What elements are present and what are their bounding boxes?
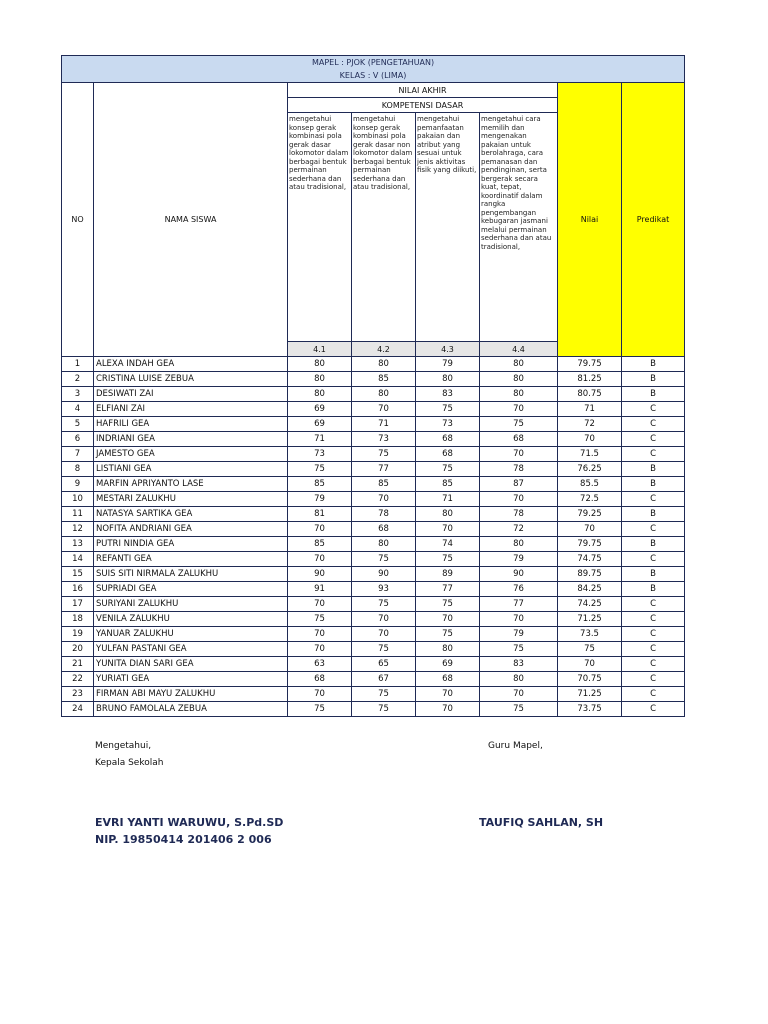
guru-mapel-label: Guru Mapel, — [488, 741, 543, 751]
table-row — [62, 357, 685, 372]
sheet-header — [62, 56, 685, 83]
cell-predikat: B — [622, 582, 685, 597]
cell-name: LISTIANI GEA — [94, 462, 288, 477]
cell-name: MARFIN APRIYANTO LASE — [94, 477, 288, 492]
table-row — [62, 702, 685, 717]
cell-kd-4-4: 80 — [480, 387, 558, 402]
kd-desc-4: mengetahui cara memilih dan mengenakan pakaian untuk berolahraga, cara pemanasan dan pendinginan, serta bergerak secara kuat, tepat, koordinatif dalam rangka pengembangan kebugaran jasmani melalui permainan sederhana dan atau tradisional, — [480, 113, 558, 342]
cell-kd-4-1: 75 — [288, 702, 352, 717]
cell-nilai: 73.75 — [558, 702, 622, 717]
cell-no: 17 — [62, 597, 94, 612]
cell-no: 10 — [62, 492, 94, 507]
cell-kd-4-1: 90 — [288, 567, 352, 582]
kd-desc-3: mengetahui pemanfaatan pakaian dan atribut yang sesuai untuk jenis aktivitas fisik yang diikuti, — [416, 113, 480, 342]
cell-kd-4-3: 74 — [416, 537, 480, 552]
table-row — [62, 387, 685, 402]
cell-kd-4-2: 80 — [352, 387, 416, 402]
cell-nilai: 79.25 — [558, 507, 622, 522]
cell-kd-4-2: 75 — [352, 552, 416, 567]
kepala-sekolah-nip: NIP. 19850414 201406 2 006 — [95, 833, 272, 846]
mengetahui-label: Mengetahui, — [95, 741, 152, 751]
cell-kd-4-3: 68 — [416, 672, 480, 687]
cell-name: VENILA ZALUKHU — [94, 612, 288, 627]
cell-kd-4-2: 93 — [352, 582, 416, 597]
table-row — [62, 567, 685, 582]
cell-kd-4-1: 80 — [288, 387, 352, 402]
cell-predikat: C — [622, 522, 685, 537]
table-row — [62, 627, 685, 642]
cell-nilai: 79.75 — [558, 537, 622, 552]
cell-predikat: C — [622, 672, 685, 687]
cell-kd-4-3: 68 — [416, 432, 480, 447]
cell-kd-4-3: 75 — [416, 552, 480, 567]
cell-nilai: 72.5 — [558, 492, 622, 507]
cell-kd-4-3: 69 — [416, 657, 480, 672]
kd-code-4: 4.4 — [480, 342, 558, 357]
table-row — [62, 597, 685, 612]
cell-kd-4-4: 83 — [480, 657, 558, 672]
cell-kd-4-2: 77 — [352, 462, 416, 477]
cell-name: YURIATI GEA — [94, 672, 288, 687]
cell-no: 14 — [62, 552, 94, 567]
cell-no: 9 — [62, 477, 94, 492]
table-row — [62, 462, 685, 477]
cell-kd-4-2: 75 — [352, 702, 416, 717]
cell-predikat: C — [622, 597, 685, 612]
cell-name: HAFRILI GEA — [94, 417, 288, 432]
cell-no: 2 — [62, 372, 94, 387]
cell-name: SUIS SITI NIRMALA ZALUKHU — [94, 567, 288, 582]
cell-kd-4-2: 80 — [352, 357, 416, 372]
cell-kd-4-1: 80 — [288, 357, 352, 372]
table-row — [62, 477, 685, 492]
cell-nilai: 74.75 — [558, 552, 622, 567]
cell-kd-4-4: 70 — [480, 447, 558, 462]
cell-kd-4-1: 63 — [288, 657, 352, 672]
cell-name: YULFAN PASTANI GEA — [94, 642, 288, 657]
cell-kd-4-2: 70 — [352, 402, 416, 417]
cell-predikat: B — [622, 462, 685, 477]
cell-predikat: C — [622, 687, 685, 702]
cell-kd-4-1: 70 — [288, 642, 352, 657]
cell-kd-4-3: 75 — [416, 462, 480, 477]
cell-predikat: B — [622, 567, 685, 582]
cell-no: 4 — [62, 402, 94, 417]
cell-kd-4-2: 75 — [352, 642, 416, 657]
cell-kd-4-2: 75 — [352, 687, 416, 702]
table-row — [62, 372, 685, 387]
kd-desc-1: mengetahui konsep gerak kombinasi pola gerak dasar lokomotor dalam berbagai bentuk permainan sederhana dan atau tradisional, — [288, 113, 352, 342]
cell-name: INDRIANI GEA — [94, 432, 288, 447]
cell-kd-4-2: 65 — [352, 657, 416, 672]
table-row — [62, 552, 685, 567]
cell-no: 20 — [62, 642, 94, 657]
cell-kd-4-3: 75 — [416, 597, 480, 612]
table-row — [62, 672, 685, 687]
cell-predikat: B — [622, 387, 685, 402]
cell-kd-4-1: 70 — [288, 552, 352, 567]
col-nama-header: NAMA SISWA — [94, 83, 288, 357]
cell-predikat: C — [622, 657, 685, 672]
cell-kd-4-2: 85 — [352, 372, 416, 387]
cell-nilai: 75 — [558, 642, 622, 657]
table-row — [62, 522, 685, 537]
cell-kd-4-3: 70 — [416, 612, 480, 627]
cell-nilai: 71.25 — [558, 687, 622, 702]
cell-nilai: 71 — [558, 402, 622, 417]
cell-kd-4-1: 75 — [288, 612, 352, 627]
cell-kd-4-4: 80 — [480, 537, 558, 552]
cell-predikat: C — [622, 702, 685, 717]
kd-desc-2: mengetahui konsep gerak kombinasi pola gerak dasar non lokomotor dalam berbagai bentuk permainan sederhana dan atau tradisional, — [352, 113, 416, 342]
cell-kd-4-1: 70 — [288, 522, 352, 537]
kepala-sekolah-label: Kepala Sekolah — [95, 758, 164, 768]
cell-kd-4-1: 79 — [288, 492, 352, 507]
col-predikat-header: Predikat — [622, 83, 685, 357]
cell-name: MESTARI ZALUKHU — [94, 492, 288, 507]
cell-kd-4-4: 80 — [480, 372, 558, 387]
cell-kd-4-3: 85 — [416, 477, 480, 492]
cell-kd-4-1: 91 — [288, 582, 352, 597]
table-row — [62, 402, 685, 417]
grade-sheet — [61, 55, 684, 717]
cell-name: YUNITA DIAN SARI GEA — [94, 657, 288, 672]
cell-predikat: B — [622, 507, 685, 522]
cell-nilai: 71.5 — [558, 447, 622, 462]
cell-nilai: 79.75 — [558, 357, 622, 372]
cell-kd-4-3: 80 — [416, 507, 480, 522]
cell-nilai: 80.75 — [558, 387, 622, 402]
cell-name: PUTRI NINDIA GEA — [94, 537, 288, 552]
cell-kd-4-4: 90 — [480, 567, 558, 582]
cell-kd-4-4: 78 — [480, 507, 558, 522]
table-row — [62, 507, 685, 522]
cell-kd-4-2: 70 — [352, 612, 416, 627]
cell-kd-4-4: 75 — [480, 702, 558, 717]
table-row — [62, 492, 685, 507]
cell-no: 23 — [62, 687, 94, 702]
cell-kd-4-4: 75 — [480, 642, 558, 657]
cell-kd-4-3: 73 — [416, 417, 480, 432]
cell-kd-4-2: 78 — [352, 507, 416, 522]
cell-predikat: B — [622, 477, 685, 492]
cell-predikat: C — [622, 402, 685, 417]
table-row — [62, 537, 685, 552]
cell-predikat: B — [622, 537, 685, 552]
cell-nilai: 85.5 — [558, 477, 622, 492]
cell-no: 22 — [62, 672, 94, 687]
cell-kd-4-2: 85 — [352, 477, 416, 492]
cell-kd-4-3: 80 — [416, 372, 480, 387]
cell-kd-4-2: 68 — [352, 522, 416, 537]
cell-name: SUPRIADI GEA — [94, 582, 288, 597]
cell-no: 11 — [62, 507, 94, 522]
cell-predikat: C — [622, 492, 685, 507]
cell-no: 7 — [62, 447, 94, 462]
cell-kd-4-4: 79 — [480, 552, 558, 567]
kompetensi-header: KOMPETENSI DASAR — [288, 98, 558, 113]
cell-kd-4-1: 70 — [288, 597, 352, 612]
cell-name: FIRMAN ABI MAYU ZALUKHU — [94, 687, 288, 702]
cell-nilai: 70 — [558, 657, 622, 672]
cell-name: YANUAR ZALUKHU — [94, 627, 288, 642]
cell-no: 8 — [62, 462, 94, 477]
table-row — [62, 642, 685, 657]
guru-mapel-name: TAUFIQ SAHLAN, SH — [479, 816, 604, 829]
cell-predikat: B — [622, 372, 685, 387]
cell-no: 12 — [62, 522, 94, 537]
kepala-sekolah-name: EVRI YANTI WARUWU, S.Pd.SD — [95, 816, 284, 829]
cell-no: 6 — [62, 432, 94, 447]
cell-kd-4-2: 71 — [352, 417, 416, 432]
cell-name: CRISTINA LUISE ZEBUA — [94, 372, 288, 387]
cell-kd-4-3: 70 — [416, 522, 480, 537]
cell-kd-4-1: 68 — [288, 672, 352, 687]
cell-name: SURIYANI ZALUKHU — [94, 597, 288, 612]
cell-predikat: C — [622, 642, 685, 657]
cell-kd-4-1: 69 — [288, 402, 352, 417]
cell-kd-4-1: 81 — [288, 507, 352, 522]
cell-nilai: 70.75 — [558, 672, 622, 687]
cell-kd-4-1: 75 — [288, 462, 352, 477]
cell-kd-4-3: 70 — [416, 687, 480, 702]
cell-no: 5 — [62, 417, 94, 432]
cell-kd-4-4: 68 — [480, 432, 558, 447]
table-row — [62, 687, 685, 702]
cell-kd-4-3: 75 — [416, 402, 480, 417]
cell-nilai: 89.75 — [558, 567, 622, 582]
cell-kd-4-2: 75 — [352, 597, 416, 612]
cell-nilai: 81.25 — [558, 372, 622, 387]
cell-name: NATASYA SARTIKA GEA — [94, 507, 288, 522]
cell-kd-4-1: 85 — [288, 477, 352, 492]
cell-nilai: 70 — [558, 432, 622, 447]
cell-kd-4-4: 70 — [480, 492, 558, 507]
cell-name: BRUNO FAMOLALA ZEBUA — [94, 702, 288, 717]
cell-no: 1 — [62, 357, 94, 372]
cell-kd-4-2: 70 — [352, 627, 416, 642]
cell-kd-4-3: 75 — [416, 627, 480, 642]
cell-kd-4-1: 85 — [288, 537, 352, 552]
cell-nilai: 70 — [558, 522, 622, 537]
nilai-akhir-header: NILAI AKHIR — [288, 83, 558, 98]
cell-predikat: C — [622, 627, 685, 642]
cell-kd-4-4: 72 — [480, 522, 558, 537]
cell-nilai: 72 — [558, 417, 622, 432]
cell-kd-4-4: 76 — [480, 582, 558, 597]
cell-no: 3 — [62, 387, 94, 402]
cell-kd-4-4: 70 — [480, 612, 558, 627]
cell-nilai: 71.25 — [558, 612, 622, 627]
cell-predikat: B — [622, 357, 685, 372]
cell-name: ELFIANI ZAI — [94, 402, 288, 417]
cell-no: 13 — [62, 537, 94, 552]
cell-kd-4-1: 70 — [288, 627, 352, 642]
cell-predikat: C — [622, 612, 685, 627]
cell-kd-4-3: 71 — [416, 492, 480, 507]
cell-kd-4-4: 70 — [480, 687, 558, 702]
cell-kd-4-4: 80 — [480, 672, 558, 687]
kd-code-3: 4.3 — [416, 342, 480, 357]
cell-kd-4-4: 78 — [480, 462, 558, 477]
mapel-label: MAPEL : PJOK (PENGETAHUAN) — [311, 58, 435, 67]
cell-kd-4-3: 77 — [416, 582, 480, 597]
cell-kd-4-3: 70 — [416, 702, 480, 717]
cell-kd-4-4: 80 — [480, 357, 558, 372]
cell-kd-4-2: 90 — [352, 567, 416, 582]
cell-kd-4-2: 70 — [352, 492, 416, 507]
cell-kd-4-4: 77 — [480, 597, 558, 612]
cell-kd-4-4: 75 — [480, 417, 558, 432]
cell-kd-4-4: 70 — [480, 402, 558, 417]
cell-kd-4-1: 70 — [288, 687, 352, 702]
cell-kd-4-3: 68 — [416, 447, 480, 462]
cell-no: 16 — [62, 582, 94, 597]
cell-predikat: C — [622, 432, 685, 447]
cell-kd-4-1: 73 — [288, 447, 352, 462]
kelas-label: KELAS : V (LIMA) — [339, 71, 407, 80]
grade-table — [61, 55, 685, 717]
table-row — [62, 432, 685, 447]
table-row — [62, 417, 685, 432]
cell-no: 18 — [62, 612, 94, 627]
cell-no: 15 — [62, 567, 94, 582]
cell-kd-4-4: 87 — [480, 477, 558, 492]
cell-name: DESIWATI ZAI — [94, 387, 288, 402]
cell-name: ALEXA INDAH GEA — [94, 357, 288, 372]
cell-kd-4-1: 69 — [288, 417, 352, 432]
cell-kd-4-3: 89 — [416, 567, 480, 582]
kd-code-1: 4.1 — [288, 342, 352, 357]
cell-kd-4-4: 79 — [480, 627, 558, 642]
cell-nilai: 84.25 — [558, 582, 622, 597]
cell-no: 24 — [62, 702, 94, 717]
cell-kd-4-3: 79 — [416, 357, 480, 372]
cell-kd-4-1: 80 — [288, 372, 352, 387]
cell-kd-4-2: 75 — [352, 447, 416, 462]
cell-kd-4-3: 83 — [416, 387, 480, 402]
cell-nilai: 73.5 — [558, 627, 622, 642]
table-row — [62, 657, 685, 672]
cell-name: JAMESTO GEA — [94, 447, 288, 462]
cell-predikat: C — [622, 552, 685, 567]
cell-kd-4-1: 71 — [288, 432, 352, 447]
cell-nilai: 74.25 — [558, 597, 622, 612]
cell-kd-4-2: 73 — [352, 432, 416, 447]
cell-no: 19 — [62, 627, 94, 642]
cell-name: NOFITA ANDRIANI GEA — [94, 522, 288, 537]
cell-kd-4-2: 80 — [352, 537, 416, 552]
table-row — [62, 612, 685, 627]
cell-predikat: C — [622, 447, 685, 462]
cell-kd-4-2: 67 — [352, 672, 416, 687]
cell-nilai: 76.25 — [558, 462, 622, 477]
table-row — [62, 447, 685, 462]
kd-code-2: 4.2 — [352, 342, 416, 357]
cell-no: 21 — [62, 657, 94, 672]
col-nilai-header: Nilai — [558, 83, 622, 357]
cell-kd-4-3: 80 — [416, 642, 480, 657]
cell-predikat: C — [622, 417, 685, 432]
cell-name: REFANTI GEA — [94, 552, 288, 567]
col-no-header: NO — [62, 83, 94, 357]
table-row — [62, 582, 685, 597]
